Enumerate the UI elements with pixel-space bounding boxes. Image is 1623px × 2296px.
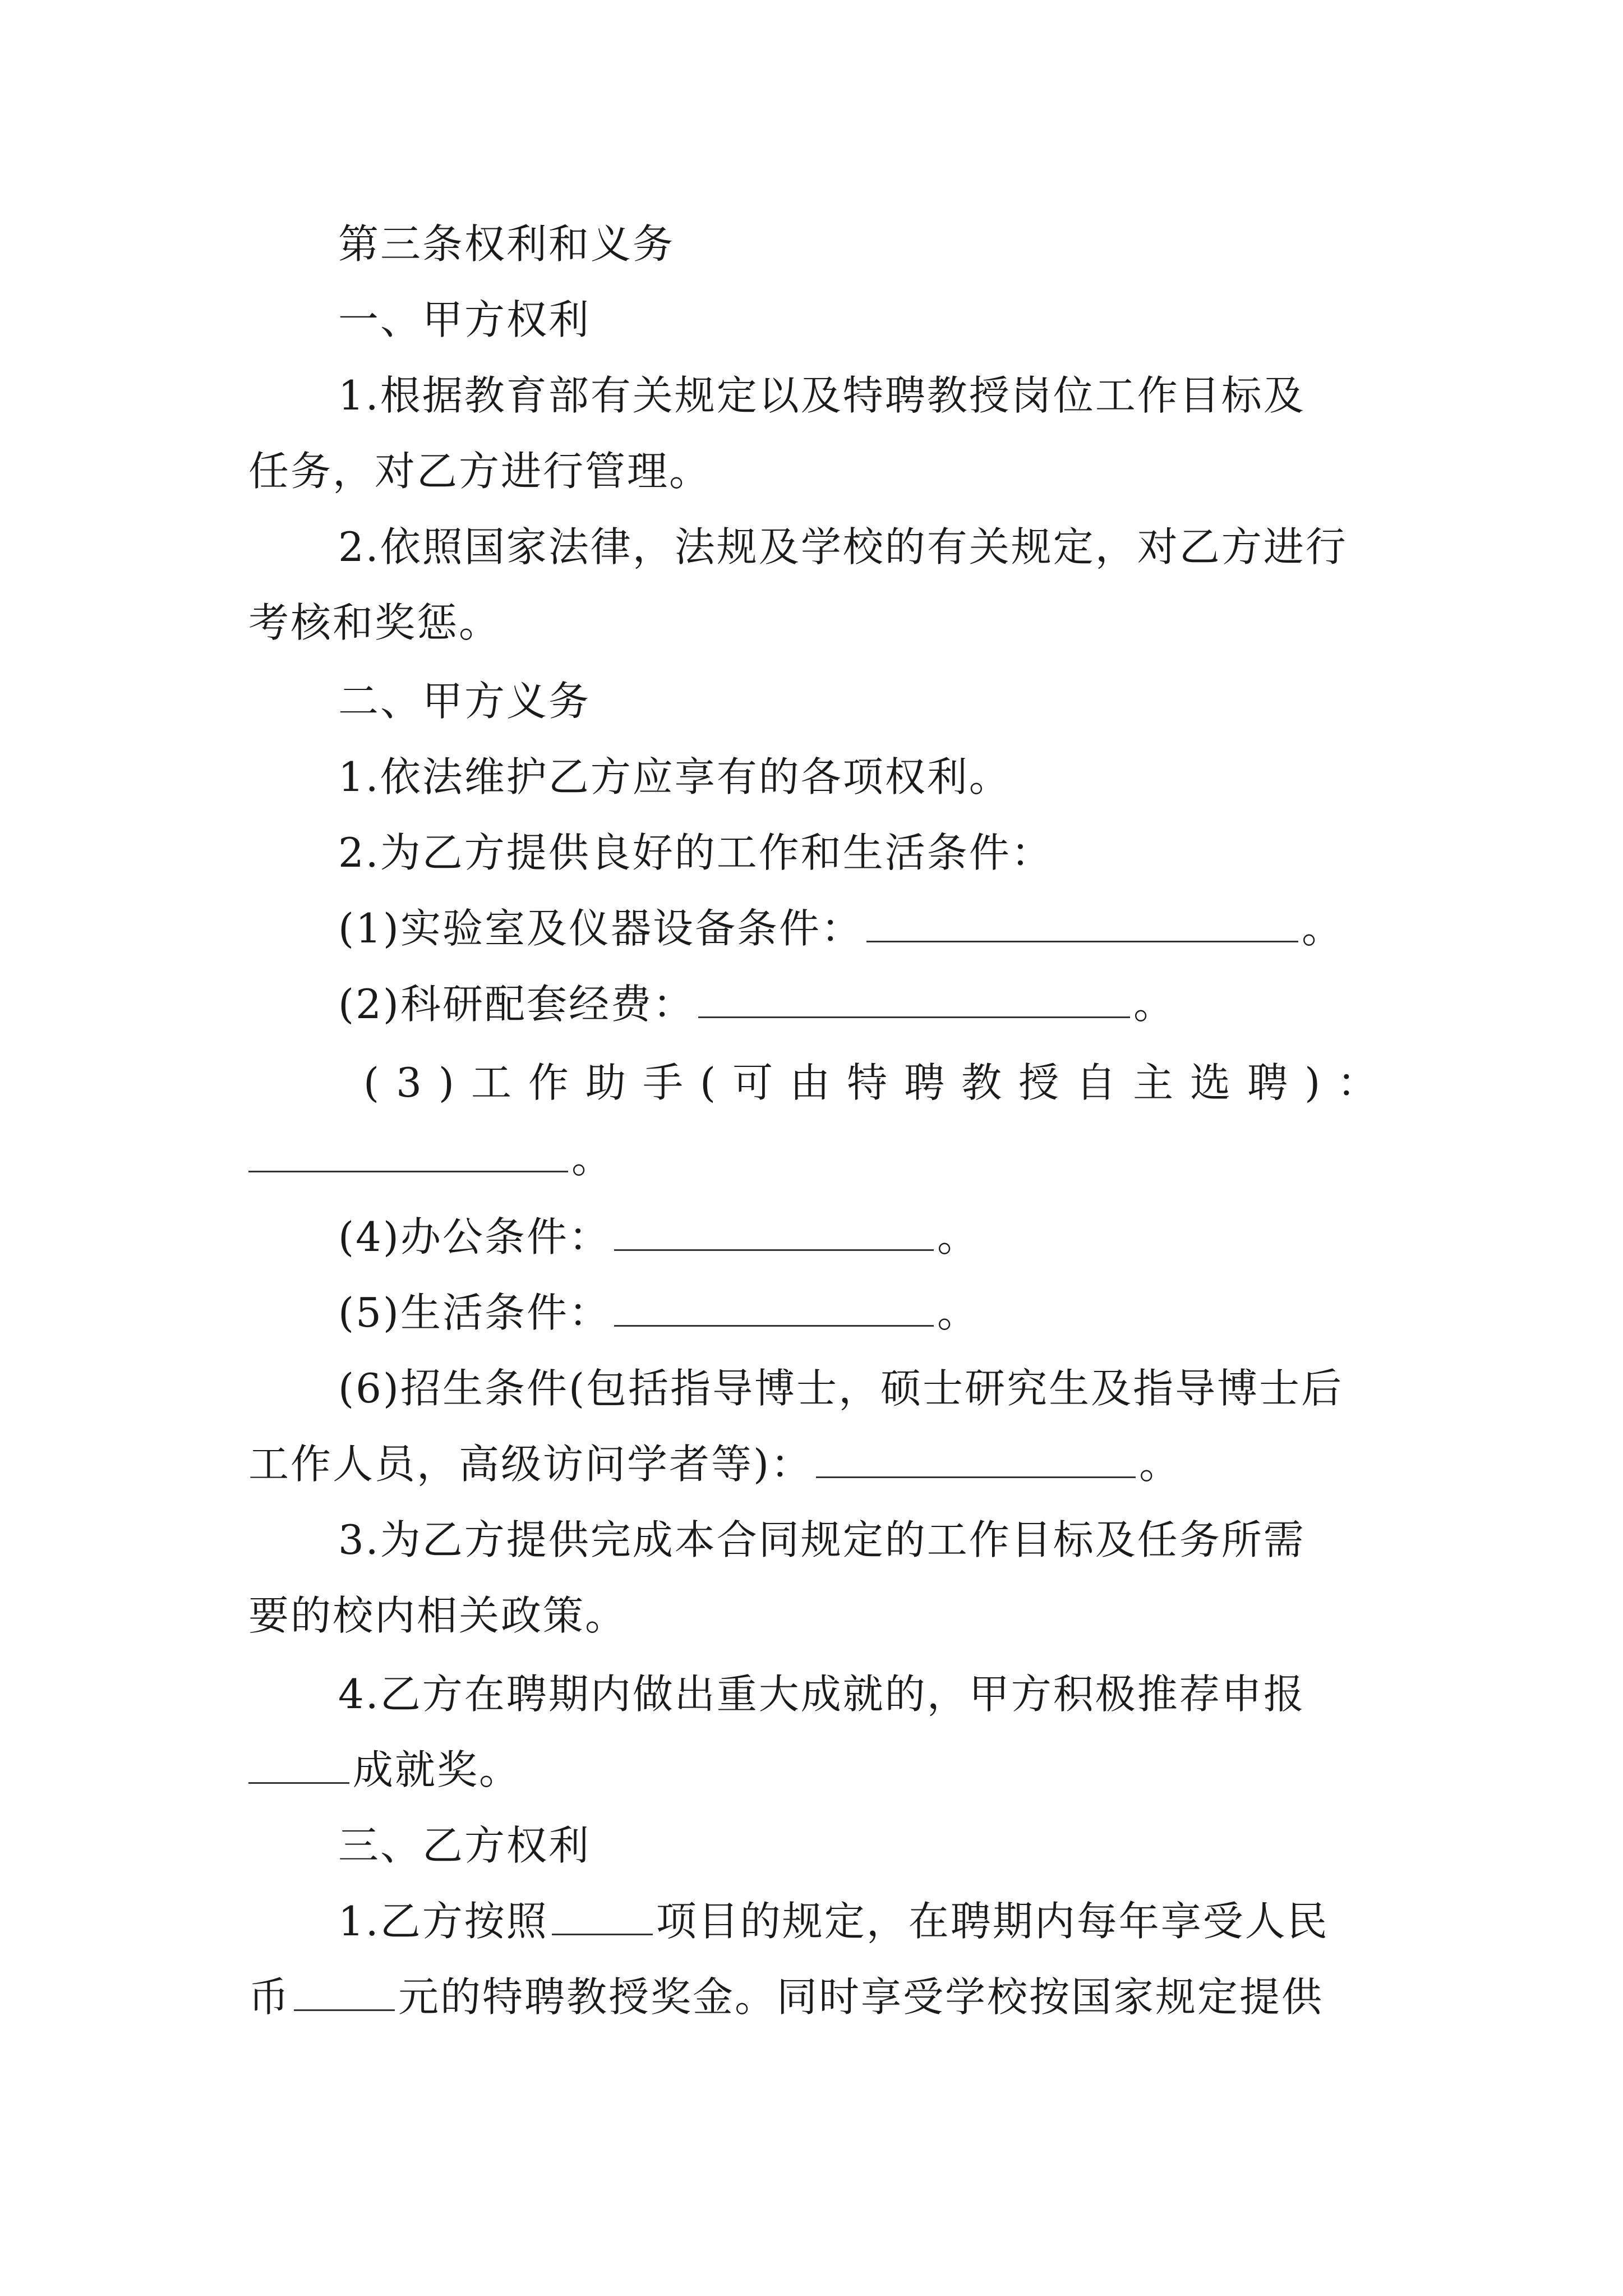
condition-lab-equipment-label: (1)实验室及仪器设备条件： [338, 905, 863, 952]
award-suffix: 成就奖。 [353, 1746, 522, 1793]
party-b-right-1-prefix: 1.乙方按照 [338, 1898, 548, 1945]
party-a-obligation-4-line-2 [248, 1742, 521, 1798]
period: 。 [937, 1213, 980, 1260]
party-a-obligation-3-line-1: 3.为乙方提供完成本合同规定的工作目标及任务所需 [338, 1516, 1306, 1563]
condition-work-assistant-blank-line [248, 1130, 614, 1186]
bonus-amount-blank[interactable] [294, 1975, 395, 2011]
condition-enrollment-label: 工作人员，高级访问学者等)： [248, 1441, 813, 1488]
section-heading-party-a-rights: 一、甲方权利 [338, 296, 591, 343]
condition-enrollment-line-2 [248, 1436, 1181, 1492]
period: 。 [1302, 905, 1344, 952]
condition-living [338, 1285, 979, 1341]
period: 。 [1139, 1441, 1182, 1488]
enrollment-blank[interactable] [816, 1442, 1136, 1478]
award-name-blank[interactable] [248, 1747, 349, 1784]
condition-office [338, 1209, 979, 1265]
lab-equipment-blank[interactable] [866, 906, 1298, 942]
living-blank[interactable] [614, 1290, 934, 1327]
condition-work-assistant-label: (3)工作助手(可由特聘教授自主选聘)： [363, 1059, 1395, 1106]
condition-research-funding-label: (2)科研配套经费： [338, 981, 695, 1028]
condition-enrollment-line-1: (6)招生条件(包括指导博士，硕士研究生及指导博士后 [338, 1365, 1344, 1412]
party-a-right-2-line-1: 2.依照国家法律，法规及学校的有关规定，对乙方进行 [338, 523, 1348, 570]
party-b-right-1-line-1 [338, 1893, 1329, 1949]
period: 。 [937, 1289, 980, 1336]
party-a-right-1-line-1: 1.根据教育部有关规定以及特聘教授岗位工作目标及 [338, 372, 1306, 419]
section-heading-party-a-obligations: 二、甲方义务 [338, 678, 591, 725]
party-a-right-2-line-2: 考核和奖惩。 [248, 599, 501, 646]
party-b-right-1-text: 项目的规定，在聘期内每年享受人民 [656, 1898, 1329, 1945]
party-a-obligation-4-line-1: 4.乙方在聘期内做出重大成就的，甲方积极推荐申报 [338, 1671, 1306, 1718]
condition-living-label: (5)生活条件： [338, 1289, 611, 1336]
project-name-blank[interactable] [552, 1899, 653, 1935]
period: 。 [571, 1135, 614, 1182]
condition-research-funding [338, 976, 1175, 1032]
work-assistant-blank[interactable] [248, 1136, 568, 1172]
office-blank[interactable] [614, 1214, 934, 1251]
section-heading-party-b-rights: 三、乙方权利 [338, 1822, 591, 1869]
party-a-obligation-3-line-2: 要的校内相关政策。 [248, 1592, 628, 1639]
currency-prefix: 币 [248, 1973, 291, 2021]
party-a-obligation-2: 2.为乙方提供良好的工作和生活条件： [338, 829, 1053, 876]
condition-lab-equipment [338, 900, 1344, 956]
party-b-right-1-continuation: 元的特聘教授奖金。同时享受学校按国家规定提供 [398, 1973, 1324, 2021]
party-a-right-1-line-2: 任务，对乙方进行管理。 [248, 448, 712, 495]
party-a-obligation-1: 1.依法维护乙方应享有的各项权利。 [338, 753, 1011, 800]
party-b-right-1-line-2 [248, 1969, 1324, 2025]
research-funding-blank[interactable] [698, 982, 1130, 1018]
period: 。 [1133, 981, 1176, 1028]
condition-office-label: (4)办公条件： [338, 1213, 611, 1260]
article-title: 第三条权利和义务 [338, 220, 675, 268]
